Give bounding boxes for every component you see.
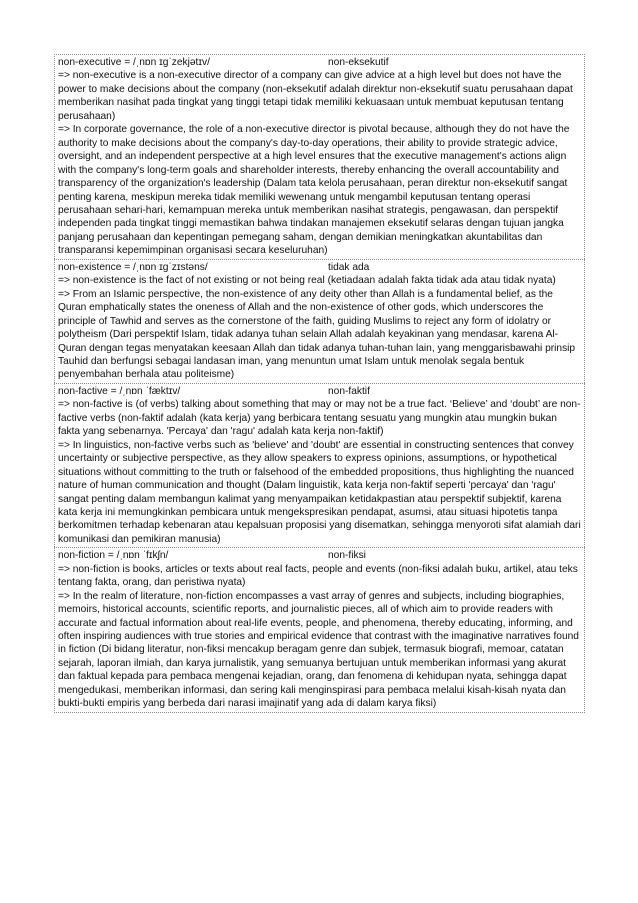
entry-definition: => non-existence is the fact of not existing or not being real (ketiadaan adalah fakta tidak ada atau tidak nyata) — [58, 275, 556, 287]
entry-header — [58, 56, 581, 69]
entry-elaboration: => In corporate governance, the role of a non-executive director is pivotal because, although they do not have the authority to make decisions about the company's day-to-day operations, their ability to provide strategic advice, oversight, and an independent perspective at a high level ensures that the executive management's actions align with the company's long-term goals and shareholder interests, thereby enhancing the overall accountability and transparency of the organization's leadership (Dalam tata kelola perusahaan, peran direktur non-eksekutif sangat penting karena, meskipun mereka tidak memiliki wewenang untuk mengambil keputusan tentang operasi perusahaan sehari-hari, kemampuan mereka untuk memberikan nasihat strategis, pengawasan, dan perspektif independen pada tingkat tinggi memastikan bahwa tindakan manajemen eksekutif selaras dengan tujuan jangka panjang perusahaan dan kepentingan pemegang saham, dengan demikian meningkatkan akuntabilitas dan transparansi kepemimpinan organisasi secara keseluruhan) — [58, 124, 570, 257]
entry-elaboration: => From an Islamic perspective, the non-existence of any deity other than Allah is a fundamental belief, as the Quran emphatically states the oneness of Allah and the non-existence of other gods, which underscores the principle of Tawhid and serves as the cornerstone of the faith, guiding Muslims to reject any form of idolatry or polytheism (Dari perspektif Islam, tidak adanya tuhan selain Allah adalah keyakinan yang mendasar, karena Al-Quran dengan tegas menyatakan keesaan Allah dan tidak adanya tuhan-tuhan lain, yang menggarisbawahi prinsip Tauhid dan berfungsi sebagai landasan iman, yang menuntun umat Islam untuk menolak segala bentuk penyembahan berhala atau politeisme) — [58, 288, 576, 381]
vocabulary-document — [54, 54, 585, 713]
vocabulary-entry-non-executive — [54, 54, 585, 259]
entry-term: non-factive = /ˌnɒn ˈfæktɪv/ — [58, 385, 181, 397]
entry-translation: non-fiksi — [328, 550, 366, 562]
entry-translation: non-eksekutif — [328, 57, 389, 68]
entry-elaboration: => In linguistics, non-factive verbs such as 'believe' and 'doubt' are essential in constructing sentences that convey uncertainty or subjective perspective, as they allow speakers to express opinions, assumptions, or hypothetical situations without committing to the truth or falsehood of the embedded propositions, thus highlighting the nuanced nature of human communication and thought (Dalam linguistik, kata kerja non-faktif seperti 'percaya' dan 'ragu' sangat penting dalam membangun kalimat yang menyampaikan ketidakpastian atau perspektif subjektif, karena kata kerja ini memungkinkan pembicara untuk mengekspresikan pendapat, asumsi, atau situasi hipotetis tanpa berkomitmen terhadap kebenaran atau kepalsuan proposisi yang disematkan, sehingga menyoroti sifat alamiah dari komunikasi dan pemikiran manusia) — [58, 439, 581, 545]
entry-header — [58, 261, 581, 274]
vocabulary-entry-non-existence — [54, 259, 585, 383]
entry-definition: => non-factive is (of verbs) talking about something that may or may not be a true fact. ‘Believe’ and ‘doubt’ are non-factive verbs (non-faktif adalah (kata kerja) yang berbicara tentang sesuatu yang mungkin atau mungkin bukan fakta yang sebenarnya. 'Percaya' dan 'ragu' adalah kata kerja non-faktif) — [58, 399, 581, 438]
entry-term: non-existence = /ˌnɒn ɪɡˈzɪstəns/ — [58, 261, 208, 273]
entry-definition: => non-fiction is books, articles or texts about real facts, people and events (non-fiksi adalah buku, artikel, atau teks tentang fakta, orang, dan peristiwa nyata) — [58, 563, 578, 589]
entry-elaboration: => In the realm of literature, non-fiction encompasses a vast array of genres and subjects, including biographies, memoirs, historical accounts, scientific reports, and journalistic pieces, all of which aim to provide readers with accurate and factual information about real-life events, people, and phenomena, thereby educating, informing, and often inspiring audiences with true stories and empirical evidence that contrast with the imaginative narratives found in fiction (Di bidang literatur, non-fiksi mencakup beragam genre dan subjek, termasuk biografi, memoar, catatan sejarah, laporan ilmiah, dan karya jurnalistik, yang semuanya bertujuan untuk memberikan informasi yang akurat dan faktual kepada para pembaca mengenai kejadian, orang, dan fenomena di kehidupan nyata, sehingga dapat mengedukasi, memberikan informasi, dan sering kali menginspirasi para pembaca melalui kisah-kisah nyata dan bukti-bukti empiris yang berbeda dari narasi imajinatif yang ada di dalam karya fiksi) — [58, 590, 579, 710]
vocabulary-entry-non-factive — [54, 383, 585, 547]
entry-header — [58, 549, 581, 562]
entry-header — [58, 385, 581, 398]
entry-term: non-fiction = /ˌnɒn ˈfɪkʃn/ — [58, 550, 169, 562]
entry-term: non-executive = /ˌnɒn ɪɡˈzekjətɪv/ — [58, 57, 210, 68]
entry-translation: non-faktif — [328, 385, 370, 397]
vocabulary-entry-non-fiction — [54, 547, 585, 712]
entry-translation: tidak ada — [328, 261, 370, 273]
entry-definition: => non-executive is a non-executive director of a company can give advice at a high level but does not have the power to make decisions about the company (non-eksekutif adalah direktur non-eksekutif suatu perusahaan dapat memberikan nasihat pada tingkat yang tinggi tetapi tidak memiliki kekuasaan untuk membuat keputusan tentang perusahaan) — [58, 70, 573, 122]
